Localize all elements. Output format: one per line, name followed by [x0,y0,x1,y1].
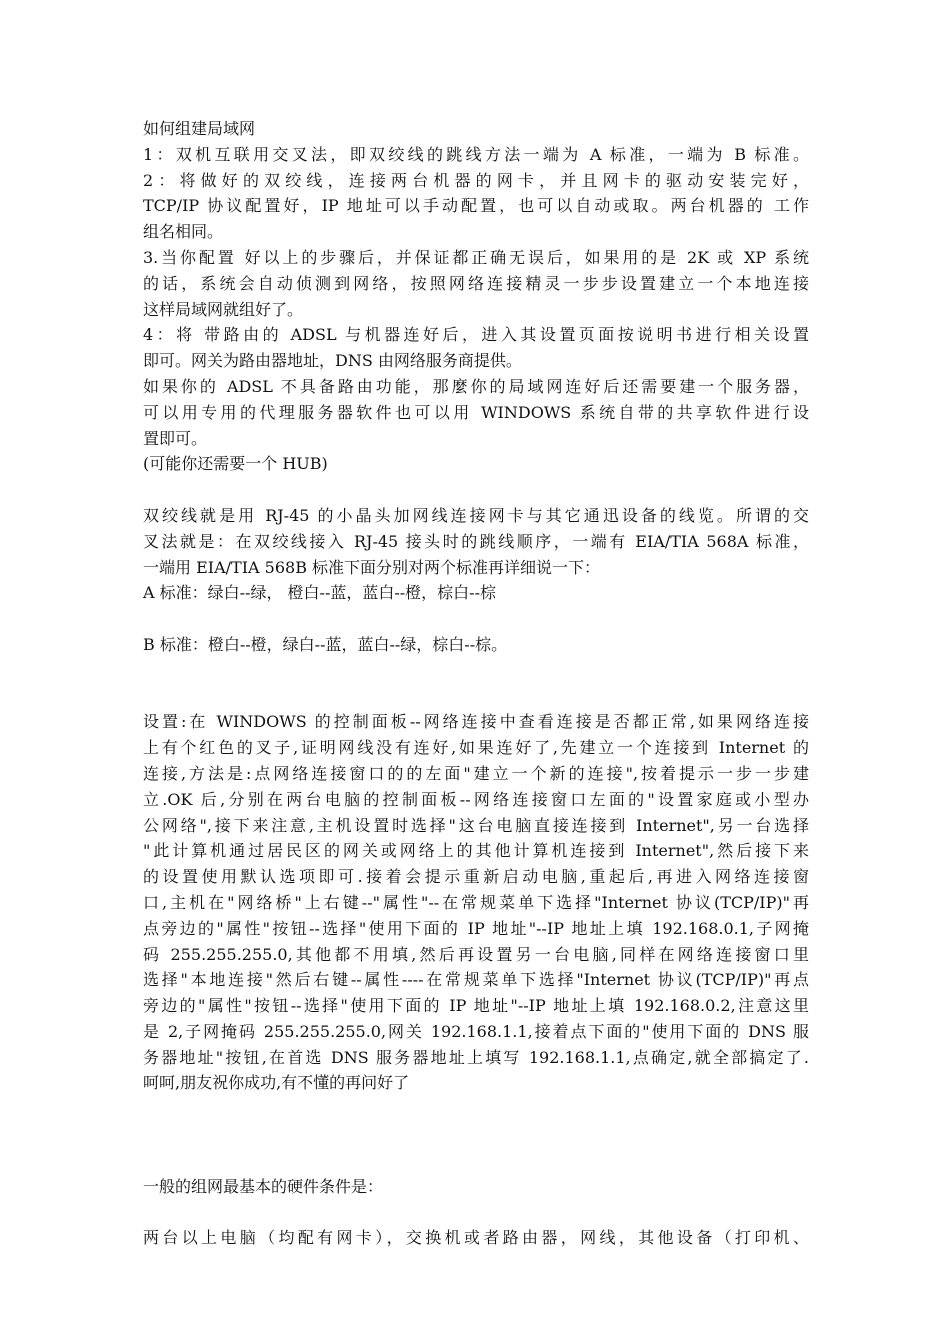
text-line: 旁边的"属性"按钮--选择"使用下面的 IP 地址"--IP 地址上填 192.168.0.2,注意这里 [143,996,809,1016]
text-line: "此计算机通过居民区的网关或网络上的其他计算机连接到 Internet",然后接下来 [143,841,809,861]
document-page [143,116,809,1251]
text-line: 是 2,子网掩码 255.255.255.0,网关 192.168.1.1,接着点下面的"使用下面的 DNS 服 [143,1021,809,1041]
text-line: 1：双机互联用交叉法，即双绞线的跳线方法一端为 A 标准，一端为 B 标准。 [143,144,809,164]
text-line: 呵呵,朋友祝你成功,有不懂的再问好了 [143,1073,410,1093]
spacer [143,658,809,710]
text-line: 上有个红色的叉子,证明网线没有连好,如果连好了,先建立一个连接到 Internet 的 [143,738,809,758]
text-line: TCP/IP 协议配置好，IP 地址可以手动配置，也可以自动或取。两台机器的 工作 [143,196,809,216]
text-line: 立.OK 后,分别在两台电脑的控制面板--网络连接窗口左面的"设置家庭或小型办 [143,789,809,809]
text-line: 2：将做好的双绞线，连接两台机器的网卡，并且网卡的驱动安装完好， [143,170,809,190]
text-line: 置即可。 [143,428,208,448]
text-line: 如果你的 ADSL 不具备路由功能，那麼你的局域网连好后还需要建一个服务器， [143,376,809,396]
spacer [143,1096,809,1173]
text-line: 连接,方法是:点网络连接窗口的的左面"建立一个新的连接",按着提示一步一步建 [143,763,809,783]
text-line: 4：将 带路由的 ADSL 与机器连好后，进入其设置页面按说明书进行相关设置 [143,325,809,345]
section-lan-steps [143,142,809,477]
section-twisted-pair [143,503,809,606]
text-line: B 标准：橙白--橙，绿白--蓝，蓝白--绿，棕白--棕。 [143,634,508,654]
document-title: 如何组建局域网 [143,119,256,138]
text-line: 一端用 EIA/TIA 568B 标准下面分别对两个标准再详细说一下： [143,557,601,577]
text-line: 务器地址"按钮,在首选 DNS 服务器地址上填写 192.168.1.1,点确定,就全部搞定了. [143,1047,809,1067]
text-line: 的话，系统会自动侦测到网络，按照网络连接精灵一步步设置建立一个本地连接 [143,273,809,293]
text-line: 一般的组网最基本的硬件条件是： [143,1176,384,1196]
text-line: (可能你还需要一个 HUB) [143,454,328,474]
text-line: 两台以上电脑（均配有网卡），交换机或者路由器，网线，其他设备（打印机、 [143,1228,809,1248]
text-line: 这样局域网就组好了。 [143,299,304,319]
section-standard-b [143,632,809,658]
text-line: 的设置使用默认选项即可.接着会提示重新启动电脑,重起后,再进入网络连接窗 [143,867,809,887]
spacer [143,477,809,503]
text-line: 可以用专用的代理服务器软件也可以用 WINDOWS 系统自带的共享软件进行设 [143,402,809,422]
section-hardware-list [143,1225,809,1251]
text-line: 点旁边的"属性"按钮--选择"使用下面的 IP 地址"--IP 地址上填 192.168.0.1,子网掩 [143,918,809,938]
section-windows-setup [143,709,809,1096]
text-line: 组名相同。 [143,222,224,242]
text-line: 设置:在 WINDOWS 的控制面板--网络连接中查看连接是否都正常,如果网络连接 [143,712,809,732]
text-line: 公网络",接下来注意,主机设置时选择"这台电脑直接连接到 Internet",另一台选择 [143,815,809,835]
text-line: 选择"本地连接"然后右键--属性----在常规菜单下选择"Internet 协议(TCP/IP)"再点 [143,970,809,990]
section-hardware-heading [143,1174,809,1200]
text-line: 双绞线就是用 RJ-45 的小晶头加网线连接网卡与其它通迅设备的线览。所谓的交 [143,505,809,525]
spacer [143,606,809,632]
spacer [143,1199,809,1225]
text-line: 码 255.255.255.0,其他都不用填,然后再设置另一台电脑,同样在网络连接窗口里 [143,944,809,964]
text-line: 即可。网关为路由器地址，DNS 由网络服务商提供。 [143,351,522,371]
text-line: A 标准：绿白--绿， 橙白--蓝，蓝白--橙，棕白--棕 [143,583,496,603]
text-line: 叉法就是：在双绞线接入 RJ-45 接头时的跳线顺序，一端有 EIA/TIA 568A 标准， [143,531,809,551]
text-line: 3.当你配置 好以上的步骤后，并保证都正确无误后，如果用的是 2K 或 XP 系统 [143,247,809,267]
text-line: 口,主机在"网络桥"上右键--"属性"--在常规菜单下选择"Internet 协议(TCP/IP)"再 [143,892,809,912]
